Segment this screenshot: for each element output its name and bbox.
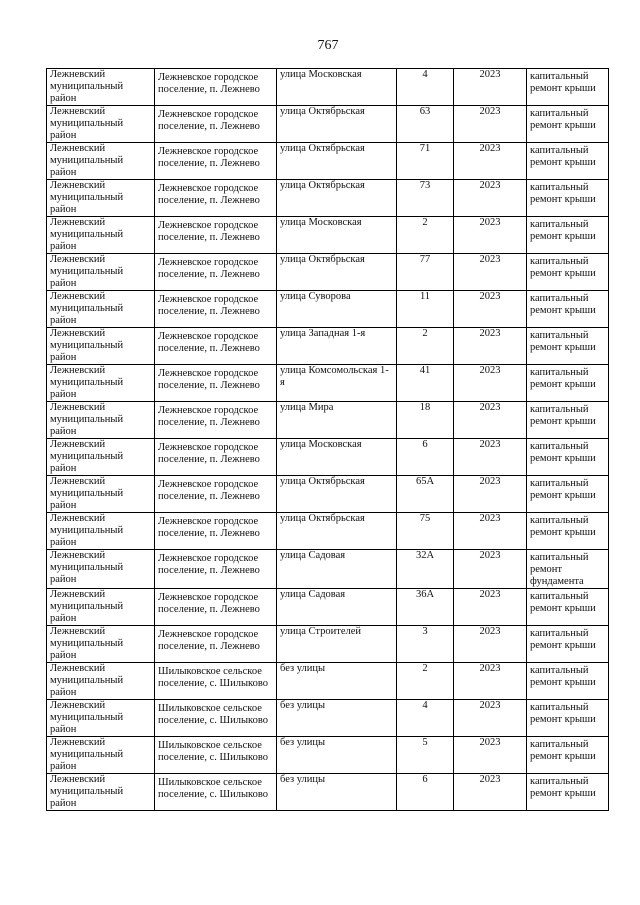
district-text: Лежневский муниципальный район: [50, 143, 124, 178]
settlement-text: Лежневское городское поселение, п. Лежнево: [158, 629, 260, 652]
street-cell: [277, 663, 397, 700]
table-row: [47, 513, 609, 550]
settlement-cell: [155, 402, 277, 439]
work-type-cell: [527, 700, 609, 737]
table-row: [47, 550, 609, 589]
year-text: 2023: [479, 328, 501, 339]
work-type-text: капитальный ремонт крыши: [530, 182, 596, 205]
settlement-cell: [155, 663, 277, 700]
work-type-text: капитальный ремонт фундамента: [530, 552, 589, 587]
settlement-cell: [155, 439, 277, 476]
house-number-text: 2: [422, 328, 428, 339]
work-type-text: капитальный ремонт крыши: [530, 441, 596, 464]
work-type-cell: [527, 663, 609, 700]
house-number-cell: [397, 774, 454, 811]
year-text: 2023: [479, 476, 501, 487]
table-row: [47, 365, 609, 402]
year-text: 2023: [479, 626, 501, 637]
settlement-text: Лежневское городское поселение, п. Лежнево: [158, 479, 260, 502]
settlement-cell: [155, 774, 277, 811]
year-text: 2023: [479, 402, 501, 413]
street-text: улица Октябрьская: [280, 106, 365, 117]
district-text: Лежневский муниципальный район: [50, 550, 124, 585]
work-type-text: капитальный ремонт крыши: [530, 515, 596, 538]
year-cell: [454, 143, 527, 180]
year-cell: [454, 550, 527, 589]
settlement-cell: [155, 143, 277, 180]
house-number-cell: [397, 626, 454, 663]
year-text: 2023: [479, 69, 501, 80]
work-type-text: капитальный ремонт крыши: [530, 739, 596, 762]
house-number-cell: [397, 700, 454, 737]
settlement-cell: [155, 700, 277, 737]
house-number-text: 4: [422, 69, 428, 80]
table-row: [47, 328, 609, 365]
street-cell: [277, 254, 397, 291]
work-type-text: капитальный ремонт крыши: [530, 628, 596, 651]
street-cell: [277, 626, 397, 663]
street-cell: [277, 589, 397, 626]
work-type-text: капитальный ремонт крыши: [530, 256, 596, 279]
street-text: улица Октябрьская: [280, 513, 365, 524]
house-number-cell: [397, 143, 454, 180]
settlement-text: Лежневское городское поселение, п. Лежнево: [158, 331, 260, 354]
settlement-cell: [155, 626, 277, 663]
table-row: [47, 663, 609, 700]
year-cell: [454, 69, 527, 106]
house-number-text: 63: [419, 106, 431, 117]
settlement-text: Лежневское городское поселение, п. Лежнево: [158, 592, 260, 615]
year-text: 2023: [479, 291, 501, 302]
district-cell: [47, 217, 155, 254]
district-cell: [47, 626, 155, 663]
work-type-cell: [527, 402, 609, 439]
work-type-text: капитальный ремонт крыши: [530, 145, 596, 168]
work-type-cell: [527, 180, 609, 217]
district-text: Лежневский муниципальный район: [50, 106, 124, 141]
work-type-cell: [527, 439, 609, 476]
house-number-cell: [397, 254, 454, 291]
work-type-cell: [527, 69, 609, 106]
district-cell: [47, 106, 155, 143]
house-number-cell: [397, 402, 454, 439]
district-text: Лежневский муниципальный район: [50, 513, 124, 548]
street-cell: [277, 328, 397, 365]
year-cell: [454, 254, 527, 291]
work-type-text: капитальный ремонт крыши: [530, 665, 596, 688]
work-type-cell: [527, 774, 609, 811]
table-row: [47, 291, 609, 328]
house-number-cell: [397, 550, 454, 589]
house-number-text: 2: [422, 217, 428, 228]
district-cell: [47, 402, 155, 439]
house-number-cell: [397, 328, 454, 365]
table-row: [47, 180, 609, 217]
district-cell: [47, 550, 155, 589]
district-text: Лежневский муниципальный район: [50, 180, 124, 215]
street-cell: [277, 69, 397, 106]
house-number-text: 11: [419, 291, 431, 302]
street-text: улица Строителей: [280, 626, 362, 637]
work-type-cell: [527, 550, 609, 589]
street-text: улица Западная 1-я: [280, 328, 366, 339]
year-cell: [454, 774, 527, 811]
district-text: Лежневский муниципальный район: [50, 328, 124, 363]
street-text: улица Октябрьская: [280, 143, 365, 154]
street-text: улица Суворова: [280, 291, 351, 302]
settlement-text: Лежневское городское поселение, п. Лежнево: [158, 553, 260, 576]
district-cell: [47, 737, 155, 774]
year-text: 2023: [479, 774, 501, 785]
district-cell: [47, 589, 155, 626]
street-text: улица Октябрьская: [280, 254, 365, 265]
settlement-text: Лежневское городское поселение, п. Лежнево: [158, 183, 260, 206]
house-number-cell: [397, 217, 454, 254]
work-type-text: капитальный ремонт крыши: [530, 219, 596, 242]
settlement-cell: [155, 254, 277, 291]
street-cell: [277, 439, 397, 476]
year-cell: [454, 663, 527, 700]
work-type-cell: [527, 106, 609, 143]
settlement-text: Лежневское городское поселение, п. Лежнево: [158, 257, 260, 280]
year-cell: [454, 402, 527, 439]
street-text: без улицы: [280, 774, 326, 785]
district-text: Лежневский муниципальный район: [50, 254, 124, 289]
year-text: 2023: [479, 106, 501, 117]
house-number-text: 32А: [415, 550, 435, 561]
table-row: [47, 589, 609, 626]
work-type-text: капитальный ремонт крыши: [530, 478, 596, 501]
year-cell: [454, 217, 527, 254]
street-text: улица Октябрьская: [280, 476, 365, 487]
settlement-cell: [155, 365, 277, 402]
settlement-text: Шилыковское сельское поселение, с. Шилыково: [158, 703, 268, 726]
settlement-text: Лежневское городское поселение, п. Лежнево: [158, 220, 260, 243]
street-text: без улицы: [280, 737, 326, 748]
district-cell: [47, 291, 155, 328]
year-cell: [454, 291, 527, 328]
settlement-cell: [155, 291, 277, 328]
year-cell: [454, 106, 527, 143]
year-text: 2023: [479, 180, 501, 191]
district-cell: [47, 180, 155, 217]
street-text: улица Мира: [280, 402, 334, 413]
year-cell: [454, 439, 527, 476]
street-text: без улицы: [280, 700, 326, 711]
street-text: улица Московская: [280, 69, 362, 80]
settlement-text: Лежневское городское поселение, п. Лежнево: [158, 294, 260, 317]
house-number-text: 6: [422, 439, 428, 450]
housing-repair-table: [46, 68, 609, 811]
settlement-cell: [155, 513, 277, 550]
table-row: [47, 439, 609, 476]
work-type-cell: [527, 217, 609, 254]
street-cell: [277, 700, 397, 737]
street-text: улица Садовая: [280, 550, 346, 561]
house-number-text: 75: [419, 513, 431, 524]
work-type-cell: [527, 589, 609, 626]
street-cell: [277, 550, 397, 589]
year-cell: [454, 365, 527, 402]
street-cell: [277, 513, 397, 550]
house-number-text: 4: [422, 700, 428, 711]
work-type-text: капитальный ремонт крыши: [530, 702, 596, 725]
table-row: [47, 143, 609, 180]
settlement-text: Лежневское городское поселение, п. Лежнево: [158, 146, 260, 169]
settlement-text: Лежневское городское поселение, п. Лежнево: [158, 442, 260, 465]
district-text: Лежневский муниципальный район: [50, 476, 124, 511]
table-row: [47, 254, 609, 291]
settlement-text: Шилыковское сельское поселение, с. Шилыково: [158, 740, 268, 763]
house-number-cell: [397, 663, 454, 700]
settlement-cell: [155, 550, 277, 589]
settlement-cell: [155, 328, 277, 365]
settlement-cell: [155, 737, 277, 774]
table-row: [47, 626, 609, 663]
settlement-text: Лежневское городское поселение, п. Лежнево: [158, 109, 260, 132]
year-cell: [454, 626, 527, 663]
district-cell: [47, 254, 155, 291]
work-type-text: капитальный ремонт крыши: [530, 776, 596, 799]
district-text: Лежневский муниципальный район: [50, 217, 124, 252]
street-cell: [277, 737, 397, 774]
district-cell: [47, 328, 155, 365]
year-text: 2023: [479, 513, 501, 524]
settlement-cell: [155, 589, 277, 626]
district-text: Лежневский муниципальный район: [50, 365, 124, 400]
settlement-text: Лежневское городское поселение, п. Лежнево: [158, 405, 260, 428]
year-cell: [454, 737, 527, 774]
work-type-cell: [527, 626, 609, 663]
street-text: улица Октябрьская: [280, 180, 365, 191]
table-body: [47, 69, 609, 811]
street-cell: [277, 217, 397, 254]
year-text: 2023: [479, 143, 501, 154]
work-type-cell: [527, 143, 609, 180]
work-type-cell: [527, 291, 609, 328]
street-cell: [277, 291, 397, 328]
district-text: Лежневский муниципальный район: [50, 663, 124, 698]
house-number-text: 5: [422, 737, 428, 748]
house-number-cell: [397, 180, 454, 217]
work-type-cell: [527, 737, 609, 774]
district-text: Лежневский муниципальный район: [50, 626, 124, 661]
district-text: Лежневский муниципальный район: [50, 700, 124, 735]
page-number: 767: [317, 38, 339, 53]
house-number-text: 6: [422, 774, 428, 785]
settlement-cell: [155, 180, 277, 217]
settlement-text: Лежневское городское поселение, п. Лежнево: [158, 368, 260, 391]
district-text: Лежневский муниципальный район: [50, 774, 124, 809]
table-row: [47, 700, 609, 737]
district-text: Лежневский муниципальный район: [50, 69, 124, 104]
house-number-cell: [397, 439, 454, 476]
house-number-text: 77: [419, 254, 431, 265]
district-cell: [47, 774, 155, 811]
year-text: 2023: [479, 663, 501, 674]
settlement-cell: [155, 476, 277, 513]
table-row: [47, 737, 609, 774]
year-text: 2023: [479, 217, 501, 228]
work-type-text: капитальный ремонт крыши: [530, 367, 596, 390]
house-number-text: 36А: [415, 589, 435, 600]
street-cell: [277, 143, 397, 180]
settlement-text: Шилыковское сельское поселение, с. Шилыково: [158, 777, 268, 800]
house-number-text: 71: [419, 143, 431, 154]
year-text: 2023: [479, 439, 501, 450]
district-cell: [47, 476, 155, 513]
work-type-cell: [527, 476, 609, 513]
work-type-text: капитальный ремонт крыши: [530, 404, 596, 427]
settlement-cell: [155, 69, 277, 106]
year-text: 2023: [479, 737, 501, 748]
district-text: Лежневский муниципальный район: [50, 402, 124, 437]
work-type-text: капитальный ремонт крыши: [530, 71, 596, 94]
house-number-cell: [397, 291, 454, 328]
house-number-text: 73: [419, 180, 431, 191]
street-cell: [277, 106, 397, 143]
street-text: улица Московская: [280, 217, 362, 228]
settlement-text: Лежневское городское поселение, п. Лежнево: [158, 516, 260, 539]
district-text: Лежневский муниципальный район: [50, 737, 124, 772]
year-cell: [454, 328, 527, 365]
street-cell: [277, 774, 397, 811]
year-text: 2023: [479, 700, 501, 711]
district-cell: [47, 365, 155, 402]
street-cell: [277, 180, 397, 217]
street-text: улица Садовая: [280, 589, 346, 600]
street-cell: [277, 365, 397, 402]
table-row: [47, 402, 609, 439]
settlement-cell: [155, 106, 277, 143]
house-number-text: 2: [422, 663, 428, 674]
work-type-cell: [527, 328, 609, 365]
work-type-text: капитальный ремонт крыши: [530, 108, 596, 131]
work-type-text: капитальный ремонт крыши: [530, 330, 596, 353]
year-text: 2023: [479, 550, 501, 561]
table-row: [47, 69, 609, 106]
work-type-text: капитальный ремонт крыши: [530, 293, 596, 316]
house-number-text: 65А: [415, 476, 435, 487]
street-cell: [277, 476, 397, 513]
house-number-cell: [397, 589, 454, 626]
house-number-cell: [397, 476, 454, 513]
district-cell: [47, 513, 155, 550]
year-text: 2023: [479, 589, 501, 600]
year-text: 2023: [479, 254, 501, 265]
table-row: [47, 774, 609, 811]
district-cell: [47, 663, 155, 700]
district-text: Лежневский муниципальный район: [50, 589, 124, 624]
work-type-text: капитальный ремонт крыши: [530, 591, 596, 614]
work-type-cell: [527, 365, 609, 402]
house-number-cell: [397, 106, 454, 143]
district-cell: [47, 700, 155, 737]
street-cell: [277, 402, 397, 439]
table-row: [47, 106, 609, 143]
year-cell: [454, 476, 527, 513]
district-cell: [47, 439, 155, 476]
district-cell: [47, 143, 155, 180]
district-text: Лежневский муниципальный район: [50, 291, 124, 326]
district-cell: [47, 69, 155, 106]
table-row: [47, 217, 609, 254]
house-number-text: 18: [419, 402, 431, 413]
house-number-cell: [397, 69, 454, 106]
house-number-cell: [397, 365, 454, 402]
district-text: Лежневский муниципальный район: [50, 439, 124, 474]
year-cell: [454, 589, 527, 626]
work-type-cell: [527, 254, 609, 291]
street-text: улица Комсомольская 1-я: [280, 365, 389, 388]
year-cell: [454, 180, 527, 217]
table-row: [47, 476, 609, 513]
year-cell: [454, 513, 527, 550]
settlement-text: Лежневское городское поселение, п. Лежнево: [158, 72, 260, 95]
house-number-cell: [397, 737, 454, 774]
house-number-text: 3: [422, 626, 428, 637]
street-text: без улицы: [280, 663, 326, 674]
year-cell: [454, 700, 527, 737]
house-number-cell: [397, 513, 454, 550]
year-text: 2023: [479, 365, 501, 376]
settlement-cell: [155, 217, 277, 254]
house-number-text: 41: [419, 365, 431, 376]
work-type-cell: [527, 513, 609, 550]
street-text: улица Московская: [280, 439, 362, 450]
settlement-text: Шилыковское сельское поселение, с. Шилыково: [158, 666, 268, 689]
